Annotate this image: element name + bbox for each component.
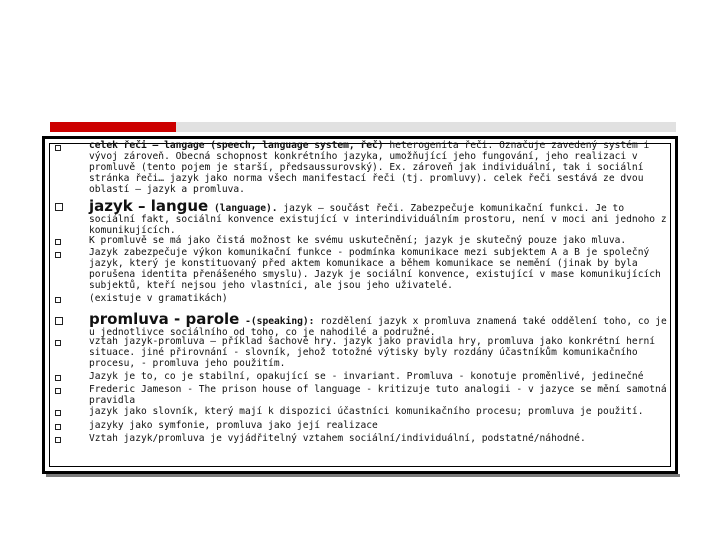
- list-item: [89, 312, 669, 339]
- item-text: Jazyk je to, co je stabilní, opakující se - invariant. Promluva - konotuje proměnlivé, jedinečné: [89, 371, 644, 382]
- list-item: [89, 385, 669, 407]
- item-lead: celek řeči – langage (speech, language system, řeč): [89, 140, 384, 151]
- item-text: rozdělení jazyk x promluva znamená také oddělení toho, co je u jednotlivce sociálního od toho, co je nahodilé a podružné.: [89, 316, 667, 338]
- item-text: K promluvě se má jako čistá možnost ke svému uskutečnění; jazyk je skutečný pouze jako mluva.: [89, 235, 627, 246]
- item-sub: -(speaking):: [239, 316, 315, 327]
- item-text: heterogenita řeči. Označuje zavedený systém i vývoj zároveň. Obecná schopnost konkrétního jazyka, umožňující jeho fungování, jeho realizaci v promluvě (tento pojem je starší, předsaussurovský). Ex. zároveň jak individuální, tak i sociální stránka řeči… jazyk jako norma všech manifestací řeči (tj. promluvy). celek řeči sestává ze dvou oblastí – jazyk a promluva.: [89, 140, 650, 195]
- list-item: [89, 141, 669, 196]
- item-text: vztah jazyk-promluva – příklad šachové hry. jazyk jako pravidla hry, promluva jako konkrétní herní situace. jiné přirovnání - slovník, jehož totožné výtisky byly rozdány účastníkům komunikačního procesu, - promluva jeho použitím.: [89, 336, 656, 369]
- list-item: [89, 421, 669, 432]
- title-accent-red: [50, 122, 176, 132]
- square-bullet-icon: [55, 252, 61, 258]
- list-item: [89, 434, 669, 445]
- square-bullet-icon: [55, 424, 61, 430]
- frame-shadow: [46, 474, 680, 477]
- list-item: [89, 236, 669, 247]
- list-item: [89, 407, 669, 418]
- list-item: [89, 294, 669, 305]
- item-text: jazyk – součást řeči. Zabezpečuje komunikační funkci. Je to sociální fakt, sociální konvence existující v interindividuálním prostoru, není v moci ani jednoho z komunikujících.: [89, 203, 667, 236]
- list-item: [89, 372, 669, 383]
- square-bullet-icon: [55, 317, 63, 325]
- item-text: jazyk jako slovník, který mají k dispozici účastníci komunikačního procesu; promluva je použití.: [89, 406, 644, 417]
- list-item: [89, 199, 669, 237]
- item-title: jazyk – langue: [89, 197, 209, 215]
- item-title: promluva - parole: [89, 310, 240, 328]
- square-bullet-icon: [55, 437, 61, 443]
- square-bullet-icon: [55, 375, 61, 381]
- item-text: Frederic Jameson - The prison house of language - kritizuje tuto analogii - v jazyce se mění samotná pravidla: [89, 384, 667, 406]
- item-text: Vztah jazyk/promluva je vyjádřitelný vztahem sociální/individuální, podstatné/náhodné.: [89, 433, 586, 444]
- item-text: jazyky jako symfonie, promluva jako její realizace: [89, 420, 378, 431]
- square-bullet-icon: [55, 410, 61, 416]
- square-bullet-icon: [55, 239, 61, 245]
- square-bullet-icon: [55, 388, 61, 394]
- square-bullet-icon: [55, 340, 61, 346]
- square-bullet-icon: [55, 297, 61, 303]
- square-bullet-icon: [55, 145, 61, 151]
- title-accent-grey: [176, 122, 676, 132]
- list-item: [89, 248, 669, 292]
- item-sub: (language).: [208, 203, 278, 214]
- item-text: (existuje v gramatikách): [89, 293, 228, 304]
- list-item: [89, 337, 669, 370]
- item-text: Jazyk zabezpečuje výkon komunikační funkce - podmínka komunikace mezi subjektem A a B je společný jazyk, který je konstituovaný před aktem komunikace a během komunikace se nemění (jinak by byla porušena identita přenášeného smyslu). Jazyk je sociální konvence, existující v mase komunikujících subjektů, kteří nejsou jeho vlastníci, ale jsou jeho uživatelé.: [89, 247, 661, 291]
- square-bullet-icon: [55, 203, 63, 211]
